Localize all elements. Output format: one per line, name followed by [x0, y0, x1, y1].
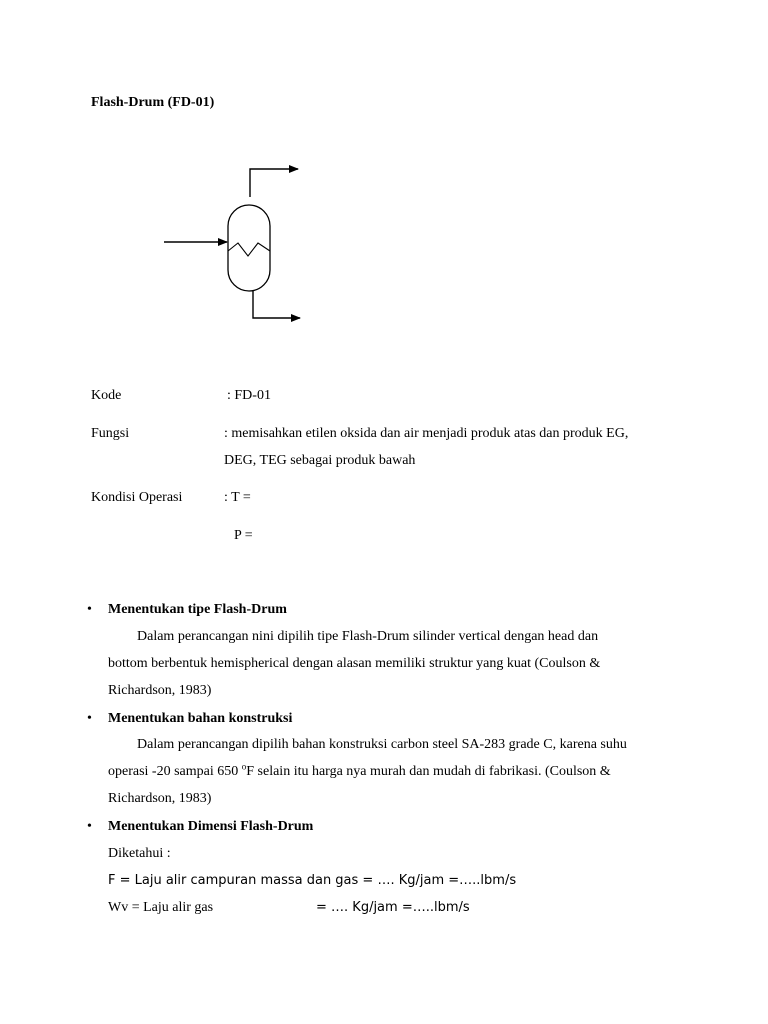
- kondisi-operasi-label: Kondisi Operasi: [91, 490, 183, 505]
- section-1-line-2: bottom berbentuk hemispherical dengan alasan memiliki struktur yang kuat (Coulson &: [108, 656, 601, 671]
- kode-label: Kode: [91, 388, 122, 403]
- bullet-1: •: [87, 602, 92, 617]
- section-3-heading: Menentukan Dimensi Flash-Drum: [108, 819, 314, 834]
- kondisi-pressure: P =: [234, 528, 253, 543]
- section-2-line-2-pre: operasi -20 sampai 650: [108, 764, 242, 779]
- vessel-body: [228, 205, 270, 291]
- fungsi-label: Fungsi: [91, 426, 130, 441]
- section-1-line-1: Dalam perancangan nini dipilih tipe Flash-Drum silinder vertical dengan head dan: [137, 629, 599, 644]
- page-title: Flash-Drum (FD-01): [91, 95, 215, 110]
- wv-label: Wv = Laju alir gas: [108, 900, 214, 915]
- degree-superscript: o: [241, 761, 247, 772]
- kode-value: : FD-01: [227, 388, 271, 403]
- diketahui-label: Diketahui :: [108, 846, 171, 861]
- bullet-2: •: [87, 711, 92, 726]
- wv-value: = …. Kg/jam =…..lbm/s: [316, 900, 470, 915]
- section-2-line-3: Richardson, 1983): [108, 791, 212, 806]
- kondisi-temperature: : T =: [224, 490, 251, 505]
- bottom-outlet-line: [253, 290, 300, 318]
- vessel-internal-zigzag: [228, 243, 270, 256]
- section-2-line-2: [108, 763, 611, 781]
- top-outlet-line: [250, 169, 298, 197]
- fungsi-line-2: DEG, TEG sebagai produk bawah: [224, 453, 416, 468]
- section-2-line-1: Dalam perancangan dipilih bahan konstruksi carbon steel SA-283 grade C, karena suhu: [137, 737, 627, 752]
- section-2-heading: Menentukan bahan konstruksi: [108, 711, 293, 726]
- section-1-heading: Menentukan tipe Flash-Drum: [108, 602, 287, 617]
- f-flowrate-line: F = Laju alir campuran massa dan gas = …. Kg/jam =…..lbm/s: [108, 873, 517, 888]
- bullet-3: •: [87, 819, 92, 834]
- section-1-line-3: Richardson, 1983): [108, 683, 212, 698]
- fungsi-line-1: : memisahkan etilen oksida dan air menjadi produk atas dan produk EG,: [224, 426, 629, 441]
- section-2-line-2-post: F selain itu harga nya murah dan mudah di fabrikasi. (Coulson &: [246, 764, 611, 779]
